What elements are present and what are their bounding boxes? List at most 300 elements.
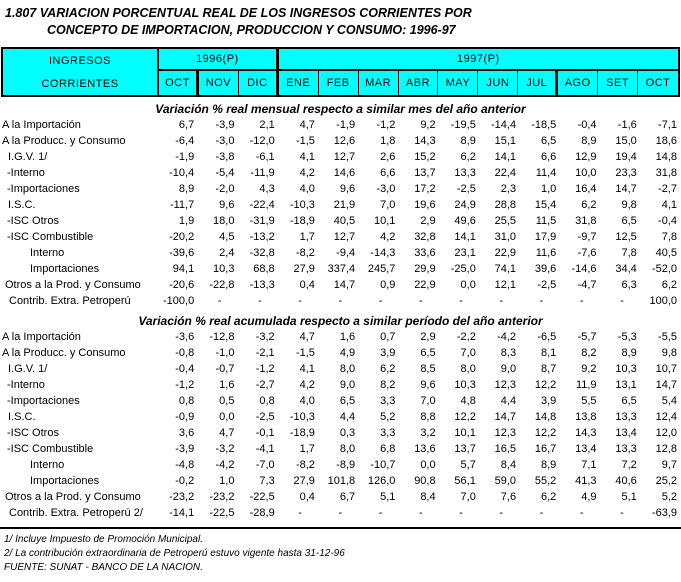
table-row: [0, 133, 681, 149]
section-title-accumulated: Variación % real acumulada respecto a similar período del año anterior: [138, 314, 543, 328]
value-cell: 7,6: [500, 491, 517, 503]
value-cell: 28,8: [494, 199, 517, 211]
value-cell: 1,6: [339, 331, 356, 343]
footnotes: [0, 533, 681, 575]
value-cell: -6,1: [255, 151, 275, 163]
section-title-monthly: Variación % real mensual respecto a similar mes del año anterior: [155, 102, 526, 116]
value-cell: -22,5: [249, 491, 275, 503]
value-cell: 7,0: [420, 395, 436, 407]
table-row: [0, 393, 681, 409]
value-cell: -5,3: [617, 331, 637, 343]
value-cell: 25,5: [494, 215, 517, 227]
value-cell: -5,7: [577, 331, 597, 343]
value-cell: 24,9: [454, 199, 476, 211]
value-cell: 21,9: [333, 199, 356, 211]
header-month-mar97: MAR: [359, 71, 399, 95]
value-cell: 8,3: [500, 347, 517, 359]
value-cell: 4,2: [299, 167, 315, 179]
value-cell: 40,6: [615, 475, 637, 487]
value-cell: -2,7: [658, 183, 677, 195]
value-cell: -19,5: [450, 119, 476, 131]
value-cell: 3,3: [380, 395, 396, 407]
value-cell: 14,7: [655, 379, 677, 391]
value-cell: 6,8: [380, 443, 396, 455]
value-cell: 11,5: [535, 215, 557, 227]
value-cell: -52,0: [651, 263, 677, 275]
row-label: A la Producc. y Consumo: [2, 347, 126, 359]
value-cell: -8,9: [336, 459, 356, 471]
value-cell: 9,6: [420, 379, 436, 391]
value-cell: 9,6: [219, 199, 235, 211]
value-cell: 12,6: [333, 135, 356, 147]
value-cell: -1,5: [295, 135, 315, 147]
value-cell: 2,1: [259, 119, 275, 131]
value-cell: 31,8: [575, 215, 597, 227]
header-corrientes-label: CORRIENTES: [41, 77, 119, 90]
value-cell: 12,3: [494, 427, 517, 439]
table-row: [0, 329, 681, 345]
value-cell: 4,9: [339, 347, 356, 359]
value-cell: -2,5: [456, 183, 476, 195]
value-cell: -10,7: [370, 459, 396, 471]
value-cell: 33,6: [414, 247, 436, 259]
value-cell: 4,1: [299, 363, 315, 375]
value-cell: 10,7: [655, 363, 677, 375]
value-cell: -3,9: [215, 119, 235, 131]
value-cell: 2,3: [500, 183, 517, 195]
value-cell: 8,2: [380, 379, 396, 391]
header-month-abr97: ABR: [399, 71, 439, 95]
value-cell: -14,1: [169, 507, 195, 519]
footnote-1: 1/ Incluye Impuesto de Promoción Municipal.: [4, 534, 203, 545]
value-cell: -2,5: [255, 411, 275, 423]
row-label: Importaciones: [30, 475, 100, 487]
value-cell: -6,5: [537, 331, 557, 343]
row-label: Interno: [30, 459, 65, 471]
value-cell: 14,7: [615, 183, 637, 195]
value-cell: 245,7: [367, 263, 396, 275]
header-month-nov96: NOV: [199, 71, 239, 95]
row-label: -ISC Combustible: [7, 231, 94, 243]
value-cell: 6,5: [339, 395, 356, 407]
value-cell: -3,6: [175, 331, 195, 343]
value-cell: -5,4: [215, 167, 235, 179]
row-label: -Interno: [7, 379, 45, 391]
value-cell: -: [338, 295, 343, 307]
value-cell: -39,6: [169, 247, 195, 259]
value-cell: -3,0: [376, 183, 396, 195]
value-cell: 12,3: [494, 379, 517, 391]
value-cell: -31,9: [249, 215, 275, 227]
value-cell: -23,2: [209, 491, 235, 503]
value-cell: 7,0: [460, 491, 476, 503]
value-cell: 4,1: [299, 151, 315, 163]
row-label: A la Importación: [2, 331, 81, 343]
table-row: [0, 293, 681, 309]
value-cell: -1,5: [295, 347, 315, 359]
value-cell: 8,9: [581, 135, 597, 147]
value-cell: 13,3: [615, 411, 637, 423]
value-cell: 5,2: [380, 411, 396, 423]
header-month-may97: MAY: [438, 71, 478, 95]
value-cell: 0,4: [299, 491, 315, 503]
value-cell: 6,2: [460, 151, 476, 163]
table-row: [0, 473, 681, 489]
value-cell: -: [539, 295, 544, 307]
value-cell: 8,0: [460, 363, 476, 375]
value-cell: 0,0: [460, 279, 476, 291]
table-row: [0, 277, 681, 293]
value-cell: 5,7: [460, 459, 476, 471]
value-cell: 6,3: [621, 279, 637, 291]
value-cell: 8,1: [541, 347, 557, 359]
value-cell: 6,7: [178, 119, 195, 131]
value-cell: 9,0: [339, 379, 356, 391]
value-cell: 10,1: [454, 427, 476, 439]
header-month-oct96: OCT: [159, 71, 199, 95]
header-group-1997: 1997(P): [279, 49, 678, 71]
table-row: [0, 165, 681, 181]
value-cell: 22,9: [414, 279, 436, 291]
value-cell: 14,8: [534, 411, 557, 423]
value-cell: -7,6: [577, 247, 597, 259]
value-cell: -: [579, 295, 584, 307]
value-cell: 8,4: [420, 491, 436, 503]
value-cell: -11,9: [250, 167, 275, 179]
value-cell: 16,5: [494, 443, 517, 455]
row-label: -Interno: [7, 167, 45, 179]
value-cell: 1,6: [219, 379, 235, 391]
value-cell: 3,3: [380, 427, 396, 439]
table-row: [0, 197, 681, 213]
table-row: [0, 361, 681, 377]
value-cell: 4,3: [259, 183, 275, 195]
value-cell: -13,2: [249, 231, 275, 243]
value-cell: 1,8: [380, 135, 396, 147]
value-cell: 0,8: [178, 395, 195, 407]
value-cell: 74,1: [494, 263, 517, 275]
value-cell: -4,1: [255, 443, 275, 455]
value-cell: -22,4: [249, 199, 275, 211]
value-cell: 8,5: [420, 363, 436, 375]
value-cell: 7,8: [661, 231, 677, 243]
value-cell: 6,2: [581, 199, 597, 211]
value-cell: 16,4: [575, 183, 597, 195]
value-cell: 11,4: [535, 167, 557, 179]
value-cell: 4,0: [299, 183, 315, 195]
header-month-ago97: AGO: [558, 71, 598, 95]
value-cell: 13,7: [414, 167, 436, 179]
value-cell: -18,9: [289, 215, 315, 227]
value-cell: -4,2: [497, 331, 517, 343]
footnote-2: 2/ La contribución extraordinaria de Petroperú estuvo vigente hasta 31-12-96: [4, 548, 345, 559]
value-cell: 14,6: [333, 167, 356, 179]
value-cell: -3,0: [215, 135, 235, 147]
row-label: I.G.V. 1/: [8, 151, 48, 163]
value-cell: 15,1: [494, 135, 517, 147]
value-cell: 6,5: [621, 215, 637, 227]
section-monthly-variation: [0, 101, 681, 309]
value-cell: 7,8: [621, 247, 637, 259]
value-cell: 13,7: [454, 443, 476, 455]
value-cell: 12,4: [655, 411, 677, 423]
table-row: [0, 377, 681, 393]
header-month-dic96: DIC: [239, 71, 279, 95]
header-group-1996: 1996(P): [159, 49, 279, 71]
value-cell: 5,5: [581, 395, 597, 407]
value-cell: 8,2: [581, 347, 597, 359]
value-cell: 13,1: [615, 379, 637, 391]
row-label: A la Producc. y Consumo: [2, 135, 126, 147]
value-cell: -4,2: [215, 459, 235, 471]
value-cell: 100,0: [649, 295, 677, 307]
value-cell: 2,4: [219, 247, 235, 259]
value-cell: -7,0: [255, 459, 275, 471]
row-label: I.G.V. 1/: [8, 363, 48, 375]
value-cell: 22,9: [494, 247, 517, 259]
value-cell: -2,7: [255, 379, 275, 391]
value-cell: 13,4: [615, 427, 637, 439]
header-month-jun97: JUN: [478, 71, 518, 95]
value-cell: -0,4: [175, 363, 195, 375]
value-cell: 0,0: [219, 411, 235, 423]
value-cell: 14,7: [333, 279, 356, 291]
value-cell: 6,5: [541, 135, 557, 147]
value-cell: 8,8: [420, 411, 436, 423]
value-cell: 25,2: [655, 475, 677, 487]
value-cell: 4,5: [219, 231, 235, 243]
value-cell: 9,6: [339, 183, 356, 195]
value-cell: 9,8: [621, 199, 637, 211]
value-cell: 22,4: [494, 167, 517, 179]
value-cell: -5,5: [658, 331, 677, 343]
value-cell: 14,1: [494, 151, 517, 163]
value-cell: 3,2: [420, 427, 436, 439]
value-cell: -: [298, 295, 302, 307]
value-cell: -1,9: [175, 151, 195, 163]
value-cell: 337,4: [327, 263, 356, 275]
value-cell: -: [298, 507, 302, 519]
value-cell: 12,2: [454, 411, 476, 423]
value-cell: 12,9: [575, 151, 597, 163]
value-cell: 2,6: [380, 151, 396, 163]
table-row: [0, 345, 681, 361]
header-month-jul97: JUL: [518, 71, 558, 95]
value-cell: -14,6: [571, 263, 597, 275]
value-cell: 14,1: [454, 231, 476, 243]
value-cell: -2,2: [456, 331, 476, 343]
value-cell: -10,4: [169, 167, 195, 179]
value-cell: -0,4: [658, 215, 677, 227]
footnote-divider: [0, 527, 681, 529]
value-cell: 12,8: [655, 443, 677, 455]
value-cell: 1,9: [178, 215, 195, 227]
value-cell: -1,2: [175, 379, 195, 391]
value-cell: -: [499, 507, 504, 519]
value-cell: 12,7: [333, 231, 356, 243]
value-cell: -3,9: [175, 443, 195, 455]
value-cell: 10,3: [213, 263, 235, 275]
page-title-line1: 1.807 VARIACION PORCENTUAL REAL DE LOS INGRESOS CORRIENTES POR: [5, 6, 472, 20]
value-cell: -: [418, 507, 423, 519]
value-cell: 0,7: [380, 331, 396, 343]
value-cell: -14,3: [370, 247, 396, 259]
value-cell: 7,0: [380, 199, 396, 211]
row-label: -Importaciones: [7, 395, 80, 407]
value-cell: 9,2: [581, 363, 597, 375]
value-cell: -7,1: [658, 119, 677, 131]
value-cell: -8,2: [295, 459, 315, 471]
value-cell: 18,0: [213, 215, 235, 227]
value-cell: 4,7: [299, 331, 315, 343]
value-cell: 27,9: [293, 475, 315, 487]
footnote-source: FUENTE: SUNAT - BANCO DE LA NACION.: [4, 562, 203, 573]
value-cell: 8,9: [178, 183, 195, 195]
value-cell: -23,2: [169, 491, 195, 503]
value-cell: -3,2: [255, 331, 275, 343]
table-row: [0, 409, 681, 425]
value-cell: 3,6: [178, 427, 195, 439]
value-cell: -1,2: [376, 119, 396, 131]
row-label: -ISC Otros: [7, 215, 59, 227]
row-label: Otros a la Prod. y Consumo: [5, 279, 141, 291]
value-cell: 0,8: [259, 395, 275, 407]
value-cell: -1,0: [215, 347, 235, 359]
value-cell: -18,9: [289, 427, 315, 439]
value-cell: 4,7: [299, 119, 315, 131]
value-cell: 10,1: [373, 215, 396, 227]
header-ingresos-label: INGRESOS: [48, 54, 112, 67]
value-cell: -: [459, 507, 463, 519]
value-cell: -: [459, 295, 463, 307]
value-cell: -9,7: [577, 231, 597, 243]
value-cell: 8,4: [500, 459, 517, 471]
row-label: Contrib. Extra. Petroperú 2/: [9, 507, 143, 519]
value-cell: 16,7: [534, 443, 557, 455]
value-cell: -100,0: [163, 295, 195, 307]
section-accumulated-rows: [0, 329, 681, 521]
value-cell: 31,8: [655, 167, 677, 179]
value-cell: -: [539, 507, 544, 519]
section-monthly-rows: [0, 117, 681, 309]
value-cell: 7,3: [259, 475, 275, 487]
value-cell: 13,3: [454, 167, 476, 179]
row-label: -ISC Combustible: [7, 443, 94, 455]
value-cell: -: [378, 295, 383, 307]
value-cell: 8,9: [621, 347, 637, 359]
value-cell: -12,8: [209, 331, 235, 343]
value-cell: 49,6: [454, 215, 476, 227]
table-row: [0, 117, 681, 133]
value-cell: 59,0: [494, 475, 517, 487]
value-cell: -28,9: [249, 507, 275, 519]
value-cell: 18,6: [655, 135, 677, 147]
row-label: Interno: [30, 247, 65, 259]
value-cell: 13,6: [414, 443, 436, 455]
value-cell: 6,6: [541, 151, 557, 163]
value-cell: 6,6: [380, 167, 396, 179]
value-cell: -32,8: [249, 247, 275, 259]
value-cell: 6,5: [420, 347, 436, 359]
value-cell: 2,9: [420, 331, 436, 343]
value-cell: -18,5: [531, 119, 557, 131]
table-row: [0, 181, 681, 197]
value-cell: 12,0: [655, 427, 677, 439]
value-cell: 7,0: [460, 347, 476, 359]
value-cell: 0,0: [420, 459, 436, 471]
value-cell: 41,3: [575, 475, 597, 487]
value-cell: 29,9: [414, 263, 436, 275]
value-cell: 4,8: [460, 395, 476, 407]
row-label: Importaciones: [30, 263, 100, 275]
value-cell: 12,7: [333, 151, 356, 163]
section-accumulated-variation: [0, 313, 681, 521]
value-cell: -: [217, 295, 222, 307]
value-cell: 12,1: [494, 279, 517, 291]
value-cell: 17,9: [534, 231, 557, 243]
value-cell: 14,7: [494, 411, 517, 423]
value-cell: 1,7: [299, 443, 315, 455]
value-cell: -: [620, 507, 624, 519]
value-cell: -: [378, 507, 383, 519]
table-row: [0, 229, 681, 245]
table-row: [0, 213, 681, 229]
value-cell: 15,2: [414, 151, 436, 163]
value-cell: 7,1: [581, 459, 597, 471]
value-cell: -63,9: [651, 507, 677, 519]
value-cell: -0,1: [255, 427, 275, 439]
value-cell: 40,5: [333, 215, 356, 227]
value-cell: 14,3: [575, 427, 597, 439]
value-cell: -1,9: [336, 119, 356, 131]
value-cell: 4,7: [219, 427, 235, 439]
value-cell: -: [579, 507, 584, 519]
page-title: [0, 5, 681, 39]
value-cell: -22,8: [209, 279, 235, 291]
value-cell: -10,3: [289, 411, 315, 423]
value-cell: 5,1: [380, 491, 396, 503]
value-cell: 8,0: [339, 443, 356, 455]
value-cell: 3,9: [380, 347, 396, 359]
value-cell: 40,5: [655, 247, 677, 259]
value-cell: 23,3: [615, 167, 637, 179]
value-cell: 39,6: [534, 263, 557, 275]
value-cell: 90,8: [414, 475, 436, 487]
value-cell: -12,0: [249, 135, 275, 147]
page-title-line2: CONCEPTO DE IMPORTACION, PRODUCCION Y CONSUMO: 1996-97: [47, 23, 456, 37]
value-cell: 1,7: [299, 231, 315, 243]
value-cell: -20,2: [169, 231, 195, 243]
value-cell: 31,0: [494, 231, 517, 243]
value-cell: 15,4: [534, 199, 557, 211]
value-cell: 10,3: [454, 379, 476, 391]
value-cell: -1,6: [617, 119, 637, 131]
value-cell: -13,3: [249, 279, 275, 291]
value-cell: -2,0: [215, 183, 235, 195]
header-month-set97: SET: [598, 71, 638, 95]
value-cell: 14,3: [414, 135, 436, 147]
value-cell: -0,9: [175, 411, 195, 423]
value-cell: 9,0: [500, 363, 517, 375]
value-cell: 11,6: [535, 247, 557, 259]
value-cell: 94,1: [172, 263, 195, 275]
value-cell: -8,2: [295, 247, 315, 259]
value-cell: -9,4: [336, 247, 356, 259]
table-row: [0, 261, 681, 277]
value-cell: -25,0: [450, 263, 476, 275]
value-cell: -3,2: [215, 443, 235, 455]
value-cell: 12,5: [615, 231, 637, 243]
